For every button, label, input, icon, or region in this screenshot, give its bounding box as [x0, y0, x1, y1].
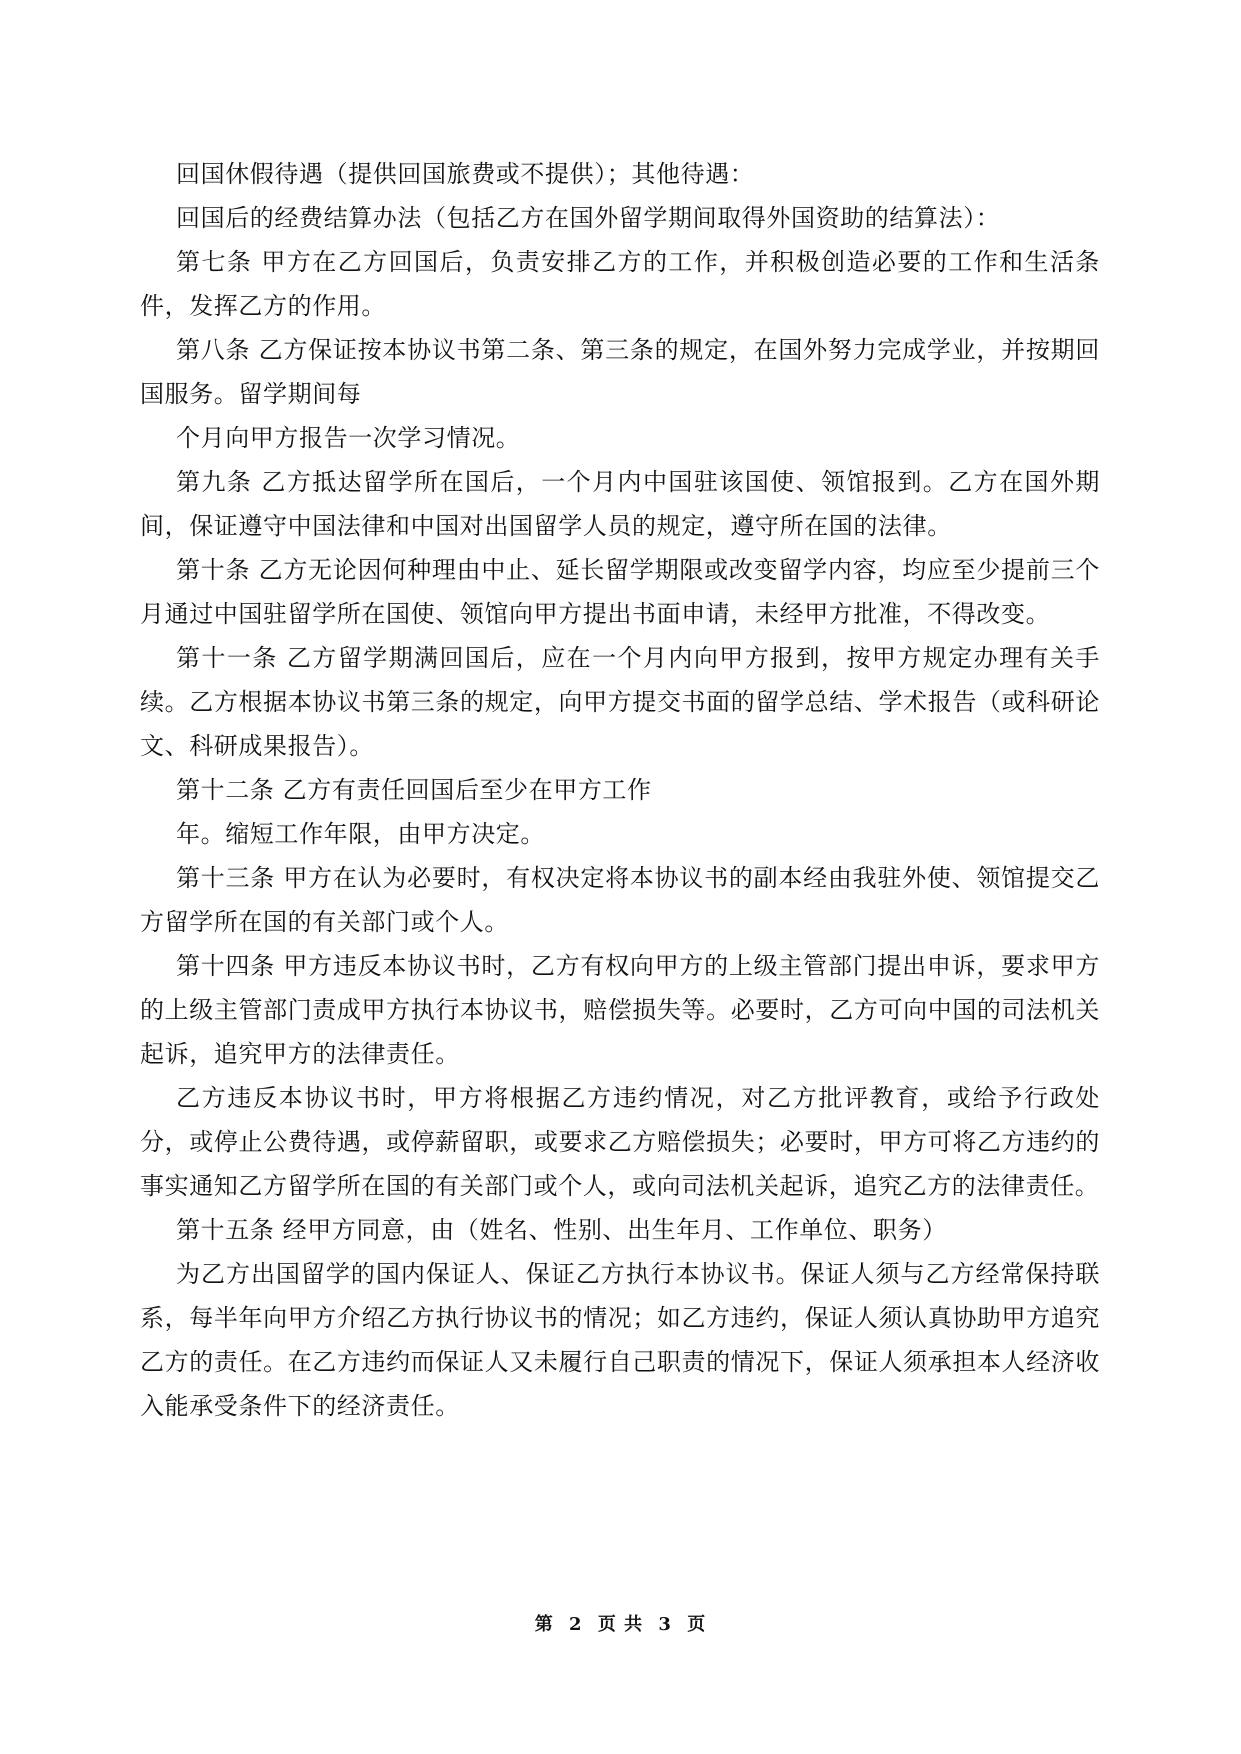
paragraph-party-b-breach: 乙方违反本协议书时，甲方将根据乙方违约情况，对乙方批评教育，或给予行政处分，或停止公费待遇，或停薪留职，或要求乙方赔偿损失；必要时，甲方可将乙方违约的事实通知乙方留学所在国的有关部门或个人，或向司法机关起诉，追究乙方的法律责任。: [140, 1084, 1100, 1200]
paragraph-article-11: 第十一条 乙方留学期满回国后，应在一个月内向甲方报到，按甲方规定办理有关手续。乙方根据本协议书第三条的规定，向甲方提交书面的留学总结、学术报告（或科研论文、科研成果报告）。: [140, 644, 1100, 760]
paragraph-article-12-cont: 年。缩短工作年限，由甲方决定。: [176, 820, 545, 848]
paragraph-article-7: 第七条 甲方在乙方回国后，负责安排乙方的工作，并积极创造必要的工作和生活条件，发挥乙方的作用。: [140, 248, 1100, 320]
current-page-number: 2: [569, 1614, 583, 1635]
footer-prefix: 第: [534, 1614, 554, 1635]
paragraph-article-14: 第十四条 甲方违反本协议书时，乙方有权向甲方的上级主管部门提出申诉，要求甲方的上级主管部门责成甲方执行本协议书，赔偿损失等。必要时，乙方可向中国的司法机关起诉，追究甲方的法律责任。: [140, 952, 1100, 1068]
paragraph-article-10: 第十条 乙方无论因何种理由中止、延长留学期限或改变留学内容，均应至少提前三个月通过中国驻留学所在国使、领馆向甲方提出书面申请，未经甲方批准，不得改变。: [140, 556, 1100, 628]
document-body: [140, 152, 1100, 1428]
page-footer: [0, 1610, 1241, 1636]
paragraph-article-12: 第十二条 乙方有责任回国后至少在甲方工作: [176, 776, 652, 804]
paragraph-article-8-cont: 个月向甲方报告一次学习情况。: [176, 424, 521, 452]
paragraph-article-9: 第九条 乙方抵达留学所在国后，一个月内中国驻该国使、领馆报到。乙方在国外期间，保证遵守中国法律和中国对出国留学人员的规定，遵守所在国的法律。: [140, 468, 1100, 540]
paragraph-article-13: 第十三条 甲方在认为必要时，有权决定将本协议书的副本经由我驻外使、领馆提交乙方留学所在国的有关部门或个人。: [140, 864, 1100, 936]
footer-middle: 页 共: [597, 1614, 644, 1635]
paragraph-guarantor: 为乙方出国留学的国内保证人、保证乙方执行本协议书。保证人须与乙方经常保持联系，每半年向甲方介绍乙方执行协议书的情况；如乙方违约，保证人须认真协助甲方追究乙方的责任。在乙方违约而保证人又未履行自己职责的情况下，保证人须承担本人经济收入能承受条件下的经济责任。: [140, 1260, 1100, 1420]
total-pages-number: 3: [658, 1614, 672, 1635]
paragraph-article-15: 第十五条 经甲方同意，由（姓名、性别、出生年月、工作单位、职务）: [176, 1216, 947, 1244]
paragraph-settlement-method: 回国后的经费结算办法（包括乙方在国外留学期间取得外国资助的结算法）：: [176, 204, 1001, 232]
paragraph-return-leave: 回国休假待遇（提供回国旅费或不提供）；其他待遇：: [176, 160, 755, 188]
paragraph-article-8: 第八条 乙方保证按本协议书第二条、第三条的规定，在国外努力完成学业，并按期回国服务。留学期间每: [140, 336, 1100, 408]
footer-suffix: 页: [687, 1614, 707, 1635]
